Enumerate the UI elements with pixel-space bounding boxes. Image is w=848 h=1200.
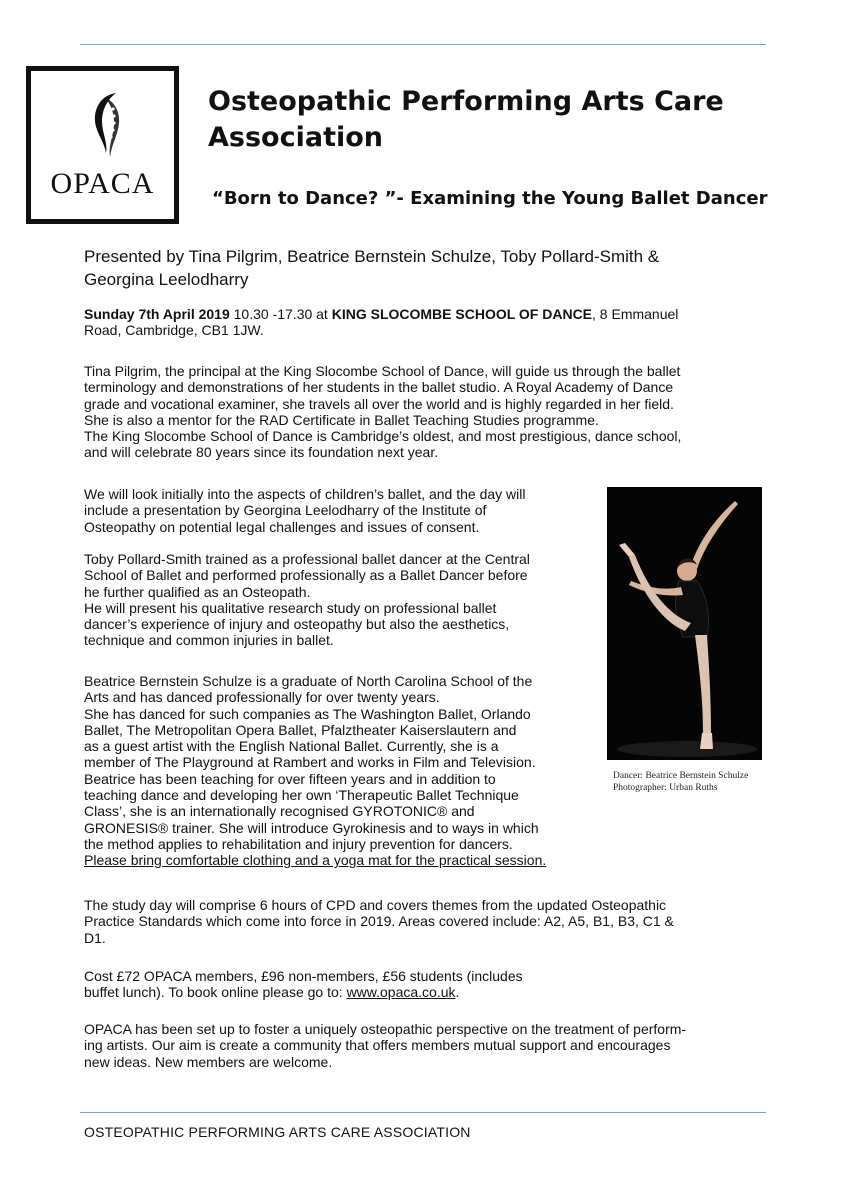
- beatrice-paragraph: [84, 673, 604, 869]
- about-line: ing artists. Our aim is create a community that offers members mutual support and encourages: [84, 1037, 671, 1054]
- about-line: OPACA has been set up to foster a uniquely osteopathic perspective on the treatment of perform-: [84, 1021, 687, 1037]
- beatrice-line: Beatrice has been teaching for over fifteen years and in addition to: [84, 770, 496, 787]
- footer-text: OSTEOPATHIC PERFORMING ARTS CARE ASSOCIATION: [84, 1124, 471, 1140]
- event-details: [84, 306, 774, 339]
- intro-line: and will celebrate 80 years since its foundation next year.: [84, 444, 439, 461]
- beatrice-line: Ballet, The Metropolitan Opera Ballet, Pfalztheater Kaiserslautern and: [84, 721, 517, 738]
- cpd-line: The study day will comprise 6 hours of CPD and covers themes from the updated Osteopathic: [84, 897, 667, 913]
- beatrice-line: Beatrice Bernstein Schulze is a graduate of North Carolina School of the: [84, 673, 533, 689]
- opaca-website-link[interactable]: www.opaca.co.uk: [346, 984, 456, 1001]
- cpd-line: Practice Standards which come into force in 2019. Areas covered include: A2, A5, B1, B3, C1 &: [84, 913, 674, 930]
- dancer-photo: [607, 487, 762, 760]
- cost-booking-text: buffet lunch). To book online please go to:: [84, 984, 347, 1001]
- beatrice-line: as a guest artist with the English National Ballet. Currently, she is a: [84, 738, 499, 755]
- intro-line: Tina Pilgrim, the principal at the King Slocombe School of Dance, will guide us through the ballet: [84, 363, 681, 379]
- cost-line-end: .: [455, 984, 460, 1001]
- cpd-line: D1.: [84, 929, 106, 946]
- intro-line: grade and vocational examiner, she travels all over the world and is highly regarded in her field.: [84, 395, 674, 412]
- event-venue: KING SLOCOMBE SCHOOL OF DANCE: [331, 306, 593, 322]
- toby-line: Toby Pollard-Smith trained as a professional ballet dancer at the Central: [84, 551, 530, 567]
- toby-line: dancer’s experience of injury and osteopathy but also the aesthetics,: [84, 616, 510, 633]
- beatrice-line: teaching dance and developing her own ‘Therapeutic Ballet Technique: [84, 787, 519, 804]
- intro-line: terminology and demonstrations of her students in the ballet studio. A Royal Academy of Dance: [84, 379, 674, 396]
- cost-line: Cost £72 OPACA members, £96 non-members, £56 students (includes: [84, 968, 523, 984]
- practical-session-note: Please bring comfortable clothing and a yoga mat for the practical session.: [84, 852, 547, 869]
- toby-line: He will present his qualitative research study on professional ballet: [84, 599, 497, 616]
- photo-caption: [613, 770, 813, 794]
- childrens-ballet-paragraph: [84, 486, 604, 535]
- about-line: new ideas. New members are welcome.: [84, 1053, 333, 1070]
- about-paragraph: [84, 1021, 774, 1070]
- event-address: , 8 Emmanuel: [592, 306, 679, 322]
- cpd-paragraph: [84, 897, 774, 946]
- caption-dancer: Dancer: Beatrice Bernstein Schulze: [613, 771, 749, 781]
- childrens-ballet-line: Osteopathy on potential legal challenges and issues of consent.: [84, 518, 480, 535]
- org-title-line: Osteopathic Performing Arts Care: [208, 86, 724, 117]
- cost-paragraph: [84, 968, 774, 1001]
- beatrice-line: the method applies to rehabilitation and injury prevention for dancers.: [84, 835, 513, 852]
- organisation-title: [208, 84, 768, 156]
- intro-line: The King Slocombe School of Dance is Cambridge’s oldest, and most prestigious, dance school,: [84, 428, 682, 445]
- event-time: 10.30 -17.30 at: [229, 306, 332, 322]
- top-divider: [80, 44, 766, 45]
- beatrice-line: She has danced for such companies as The Washington Ballet, Orlando: [84, 705, 531, 722]
- presenters-line: Presented by Tina Pilgrim, Beatrice Bernstein Schulze, Toby Pollard-Smith &: [84, 247, 660, 266]
- event-details-line: [84, 306, 774, 322]
- intro-line: She is also a mentor for the RAD Certificate in Ballet Teaching Studies programme.: [84, 411, 599, 428]
- intro-paragraph: [84, 363, 774, 461]
- toby-line: School of Ballet and performed professionally as a Ballet Dancer before: [84, 567, 528, 584]
- presenters-line: Georgina Leelodharry: [84, 270, 249, 289]
- caption-photographer: Photographer: Urban Ruths: [613, 783, 718, 793]
- childrens-ballet-line: include a presentation by Georgina Leelodharry of the Institute of: [84, 502, 487, 519]
- toby-paragraph: [84, 551, 604, 649]
- opaca-logo: [26, 66, 179, 224]
- dancer-emblem-icon: [86, 89, 130, 161]
- beatrice-line: member of The Playground at Rambert and works in Film and Television.: [84, 754, 536, 771]
- event-address-line: Road, Cambridge, CB1 1JW.: [84, 322, 264, 339]
- beatrice-line: Arts and has danced professionally for over twenty years.: [84, 689, 440, 706]
- logo-wordmark: OPACA: [50, 167, 155, 200]
- event-date: Sunday 7th April 2019: [84, 306, 230, 322]
- toby-line: technique and common injuries in ballet.: [84, 632, 334, 649]
- beatrice-line: GRONESIS® trainer. She will introduce Gyrokinesis and to ways in which: [84, 819, 539, 836]
- org-title-line: Association: [208, 122, 383, 153]
- childrens-ballet-line: We will look initially into the aspects of children’s ballet, and the day will: [84, 486, 526, 502]
- event-title: “Born to Dance? ”- Examining the Young Ballet Dancer: [212, 188, 768, 209]
- presenters-block: [84, 245, 764, 291]
- toby-line: he further qualified as an Osteopath.: [84, 583, 311, 600]
- bottom-divider: [80, 1112, 766, 1113]
- beatrice-line: Class’, she is an internationally recognised GYROTONIC® and: [84, 803, 475, 820]
- ballet-dancer-image: [607, 487, 762, 760]
- cost-line: [84, 984, 774, 1000]
